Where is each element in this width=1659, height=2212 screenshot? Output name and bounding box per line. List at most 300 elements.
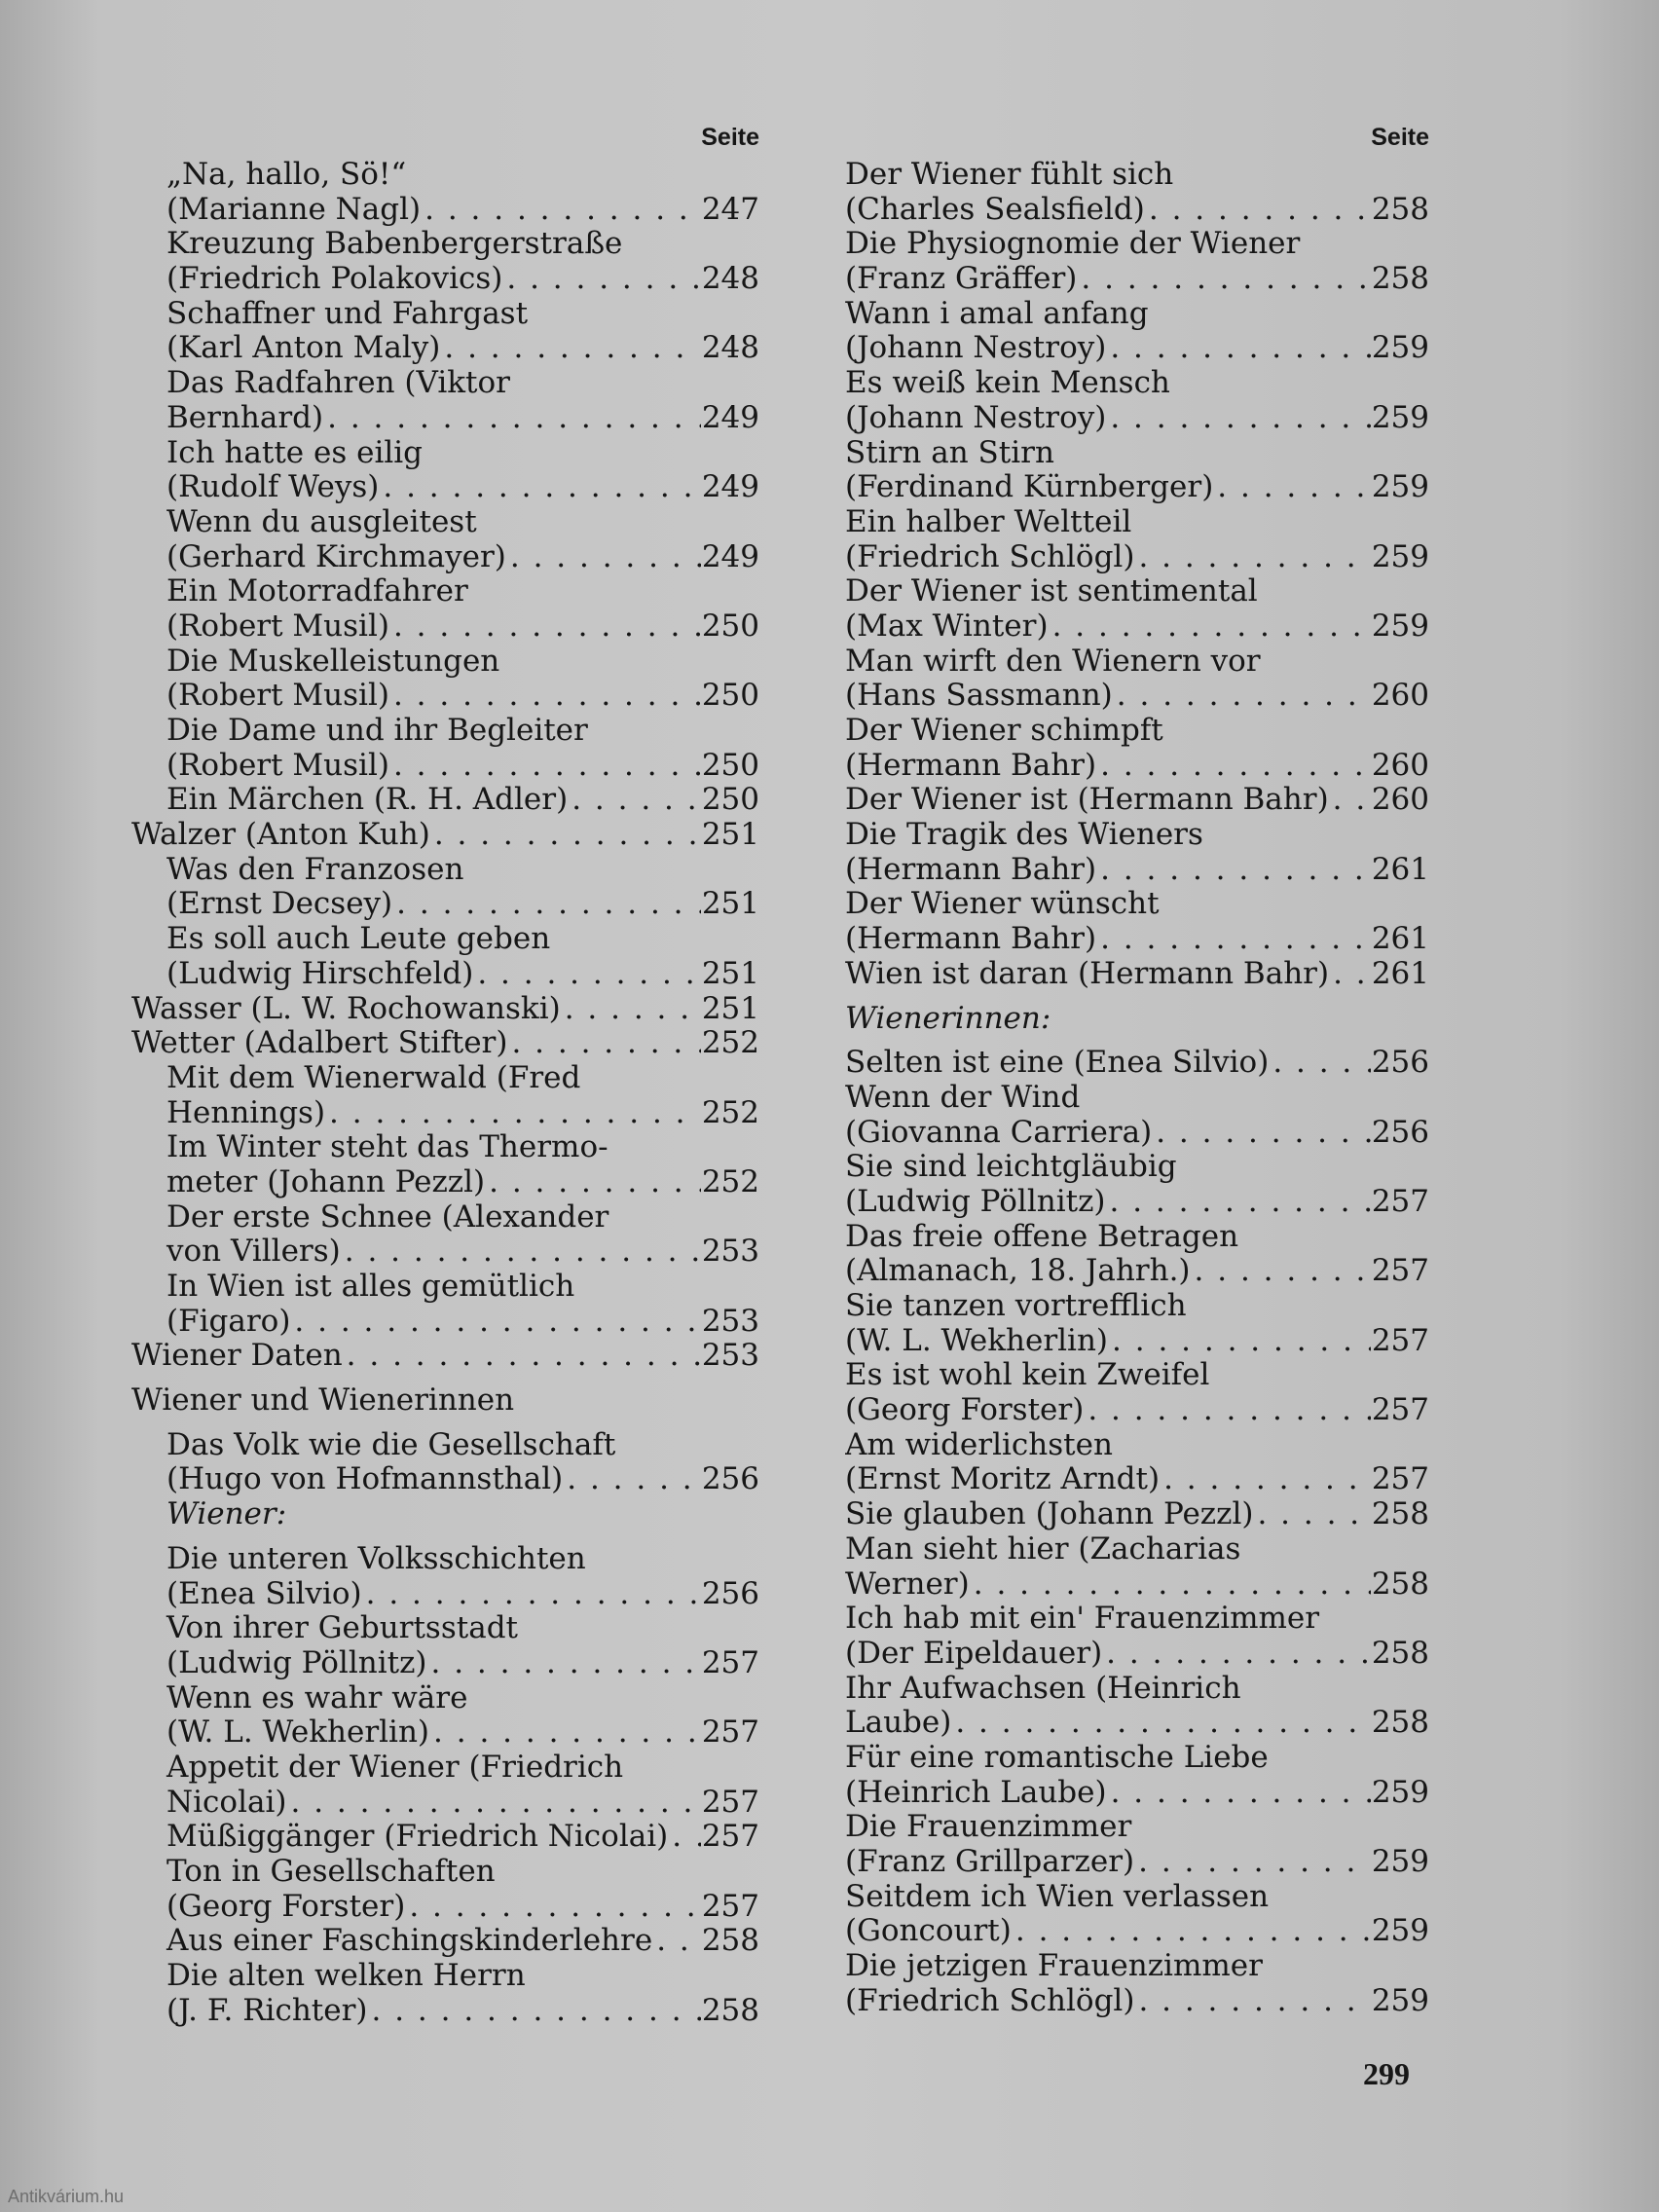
toc-entry — [845, 957, 1429, 992]
toc-entry — [131, 1924, 759, 1959]
dot-leader — [970, 1567, 1371, 1603]
toc-entry-page: 256 — [701, 1462, 759, 1497]
seite-header-left: Seite — [701, 124, 759, 151]
dot-leader — [1084, 1393, 1371, 1428]
toc-entry — [845, 1741, 1429, 1776]
toc-entry-title: Seitdem ich Wien verlassen — [845, 1879, 1270, 1914]
watermark: Antikvárium.hu — [8, 2187, 125, 2206]
toc-entry — [845, 193, 1429, 228]
toc-entry-page: 257 — [1371, 1462, 1429, 1497]
dot-leader — [1106, 331, 1371, 366]
toc-entry-title: (Gerhard Kirchmayer) — [166, 539, 506, 574]
toc-entry-page: 257 — [1371, 1323, 1429, 1358]
toc-entry-title: Im Winter steht das Thermo- — [166, 1130, 608, 1165]
toc-entry-title: (Marianne Nagl) — [166, 192, 422, 227]
toc-entry-title: (Robert Musil) — [166, 608, 389, 644]
toc-entry — [131, 331, 759, 366]
toc-entry-title: Man wirft den Wienern vor — [845, 644, 1261, 679]
dot-leader — [1102, 1637, 1371, 1672]
toc-entry — [131, 1200, 759, 1235]
toc-entry-page: 252 — [701, 1095, 759, 1130]
toc-entry — [131, 1339, 759, 1374]
toc-entry-page: 258 — [1371, 1706, 1429, 1741]
toc-entries-left — [131, 158, 759, 2028]
toc-entry — [131, 1130, 759, 1165]
dot-leader — [1077, 262, 1371, 297]
toc-entry-page: 259 — [1371, 1914, 1429, 1949]
toc-entry — [131, 505, 759, 540]
toc-entry-title: Wenn du ausgleitest — [166, 504, 477, 539]
toc-entry-title: Laube) — [845, 1706, 952, 1741]
toc-entry — [131, 714, 759, 749]
toc-entries-right — [845, 158, 1429, 2018]
toc-entry-page: 259 — [1371, 539, 1429, 574]
toc-entry-page: 257 — [701, 1889, 759, 1924]
toc-entry — [131, 366, 759, 401]
dot-leader — [563, 1462, 701, 1497]
toc-entry — [845, 331, 1429, 366]
toc-entry-page: 256 — [701, 1576, 759, 1611]
toc-entry-title: (Hermann Bahr) — [845, 922, 1097, 957]
toc-entry-title: (Der Eipeldauer) — [845, 1636, 1103, 1671]
toc-entry — [131, 1542, 759, 1577]
toc-entry — [845, 297, 1429, 332]
dot-leader — [325, 1096, 701, 1131]
dot-leader — [1160, 1462, 1371, 1497]
toc-entry — [131, 436, 759, 471]
toc-entry-title: Die alten welken Herrn — [166, 1959, 526, 1994]
toc-entry-page: 258 — [1371, 1567, 1429, 1602]
toc-entry-page: 247 — [701, 192, 759, 227]
toc-entry-title: Es soll auch Leute geben — [166, 922, 551, 957]
toc-entry-title: (Ludwig Hirschfeld) — [166, 956, 474, 991]
toc-entry-title: Sie sind leichtgläubig — [845, 1150, 1177, 1185]
dot-leader — [323, 401, 701, 436]
toc-entry — [845, 679, 1429, 714]
toc-entry-title: (Almanach, 18. Jahrh.) — [845, 1254, 1191, 1289]
toc-entry-title: Der Wiener wünscht — [845, 887, 1160, 922]
toc-entry-title: (Friedrich Schlögl) — [845, 539, 1135, 574]
dot-leader — [507, 1026, 701, 1061]
toc-entry-title: Hennings) — [166, 1095, 326, 1130]
toc-entry-title: Wien ist daran (Hermann Bahr) — [845, 956, 1330, 991]
toc-entry-title: (Johann Nestroy) — [845, 400, 1107, 435]
dot-leader — [1134, 540, 1371, 575]
toc-entry — [845, 1254, 1429, 1289]
toc-entry — [131, 1786, 759, 1821]
dot-leader — [405, 1890, 701, 1925]
toc-column-left — [131, 117, 759, 2028]
toc-entry-title: Am widerlichsten — [845, 1427, 1113, 1462]
dot-leader — [568, 783, 701, 818]
toc-entry — [131, 1235, 759, 1270]
toc-entry-page: 259 — [1371, 1845, 1429, 1879]
toc-entry-title: (Ferdinand Kürnberger) — [845, 470, 1214, 505]
toc-entry-title: (Charles Sealsfield) — [845, 192, 1145, 227]
toc-entry-title: Sie tanzen vortrefflich — [845, 1289, 1187, 1323]
toc-entry-title: Wenn es wahr wäre — [166, 1680, 468, 1715]
toc-entry-title: Aus einer Faschingskinderlehre — [166, 1924, 653, 1959]
toc-column-right — [845, 117, 1429, 2018]
toc-entry — [131, 1305, 759, 1340]
toc-entry-page: 258 — [1371, 262, 1429, 297]
toc-entry-page: 253 — [701, 1304, 759, 1339]
toc-entry-title: (Hans Sassmann) — [845, 679, 1113, 714]
toc-entry-title: (Hermann Bahr) — [845, 852, 1097, 887]
toc-entry — [845, 1358, 1429, 1393]
toc-entry-title: Ich hab mit ein' Frauenzimmer — [845, 1602, 1320, 1637]
toc-entry — [131, 1681, 759, 1716]
toc-entry — [131, 749, 759, 784]
toc-entry — [131, 1096, 759, 1131]
toc-entry — [845, 1532, 1429, 1567]
toc-entry-title: Kreuzung Babenbergerstraße — [166, 227, 623, 262]
toc-entry-title: Werner) — [845, 1567, 970, 1602]
toc-entry-title: Stirn an Stirn — [845, 435, 1054, 470]
toc-entry-title: (Enea Silvio) — [166, 1576, 362, 1611]
toc-entry — [131, 1994, 759, 2029]
toc-entry-page: 251 — [701, 956, 759, 991]
toc-entry-page: 260 — [1371, 679, 1429, 714]
toc-entry — [845, 1220, 1429, 1255]
dot-leader — [561, 992, 701, 1027]
toc-entry — [845, 1289, 1429, 1324]
dot-leader — [290, 1305, 701, 1340]
dot-leader — [368, 1994, 701, 2029]
toc-entry — [845, 1324, 1429, 1359]
toc-entry — [131, 1383, 759, 1419]
toc-entry — [845, 1984, 1429, 2019]
toc-entry — [845, 1672, 1429, 1707]
dot-leader — [473, 957, 701, 992]
toc-entry-page: 251 — [701, 887, 759, 922]
toc-entry-title: (Goncourt) — [845, 1914, 1012, 1949]
toc-entry-title: Wiener und Wienerinnen — [131, 1383, 515, 1419]
toc-entry-title: (Hugo von Hofmannsthal) — [166, 1462, 564, 1497]
toc-entry-page: 252 — [701, 1026, 759, 1061]
toc-entry — [845, 1567, 1429, 1603]
toc-entry-page: 251 — [701, 818, 759, 853]
toc-entry-page: 260 — [1371, 748, 1429, 783]
toc-entry — [845, 470, 1429, 505]
toc-entry — [845, 401, 1429, 436]
dot-leader — [1269, 1046, 1371, 1081]
toc-entry-title: Mit dem Wienerwald (Fred — [166, 1060, 581, 1095]
page-number: 299 — [1363, 2056, 1410, 2091]
toc-entry-title: (Giovanna Carriera) — [845, 1115, 1153, 1150]
toc-entry-page: 259 — [1371, 1983, 1429, 2018]
toc-entry — [845, 1706, 1429, 1741]
toc-entry — [845, 645, 1429, 680]
dot-leader — [341, 1235, 701, 1270]
toc-entry — [131, 1428, 759, 1463]
toc-entry — [131, 1577, 759, 1612]
toc-entry — [845, 818, 1429, 853]
toc-entry-title: Es ist wohl kein Zweifel — [845, 1358, 1210, 1393]
toc-entry — [845, 540, 1429, 575]
toc-entry-page: 261 — [1371, 922, 1429, 957]
toc-entry-title: Wiener Daten — [131, 1339, 343, 1374]
toc-entry-page: 259 — [1371, 331, 1429, 366]
dot-leader — [1049, 609, 1371, 645]
toc-entry-page: 259 — [1371, 608, 1429, 644]
toc-entry-page: 257 — [1371, 1184, 1429, 1219]
dot-leader — [506, 540, 701, 575]
seite-header-right: Seite — [1371, 124, 1429, 151]
toc-entry-page: 250 — [701, 783, 759, 818]
toc-entry-title: Ein halber Weltteil — [845, 504, 1132, 539]
toc-entry — [845, 1462, 1429, 1497]
toc-entry — [131, 574, 759, 609]
toc-entry — [131, 193, 759, 228]
toc-entry-title: von Villers) — [166, 1235, 341, 1270]
toc-entry — [131, 887, 759, 922]
toc-entry-title: Die Frauenzimmer — [845, 1810, 1132, 1845]
toc-entry-title: (Friedrich Polakovics) — [166, 262, 503, 297]
toc-entry-title: Der erste Schnee (Alexander — [166, 1199, 609, 1235]
toc-entry-page: 258 — [701, 1924, 759, 1959]
toc-entry-page: 251 — [701, 991, 759, 1026]
toc-entry-page: 259 — [1371, 1775, 1429, 1810]
dot-leader — [362, 1577, 701, 1612]
toc-entry — [845, 1776, 1429, 1811]
toc-entry — [845, 1810, 1429, 1845]
toc-entry-title: Appetit der Wiener (Friedrich — [166, 1750, 624, 1785]
dot-leader — [1134, 1845, 1371, 1880]
dot-leader — [1096, 853, 1371, 888]
toc-entry-title: Wienerinnen: — [845, 1001, 1051, 1036]
toc-entry-title: Selten ist eine (Enea Silvio) — [845, 1046, 1270, 1081]
toc-entry — [131, 679, 759, 714]
toc-entry — [131, 1855, 759, 1890]
toc-entry-page: 257 — [701, 1785, 759, 1820]
toc-entry-page: 256 — [1371, 1046, 1429, 1081]
toc-entry-title: Wasser (L. W. Rochowanski) — [131, 991, 561, 1026]
dot-leader — [1106, 401, 1371, 436]
toc-entry-page: 257 — [701, 1715, 759, 1751]
dot-leader — [389, 609, 701, 645]
toc-entry — [845, 783, 1429, 818]
dot-leader — [652, 1924, 701, 1959]
toc-entry-title: (Ludwig Pöllnitz) — [166, 1645, 427, 1680]
toc-entry-title: Die Muskelleistungen — [166, 644, 500, 679]
toc-entry-title: Wenn der Wind — [845, 1080, 1081, 1115]
toc-entry-title: Wann i amal anfang — [845, 296, 1149, 331]
dot-leader — [1096, 749, 1371, 784]
toc-entry — [845, 609, 1429, 645]
toc-entry-page: 260 — [1371, 783, 1429, 818]
toc-entry — [845, 1880, 1429, 1915]
toc-entry-title: Man sieht hier (Zacharias — [845, 1531, 1241, 1567]
toc-entry — [845, 1081, 1429, 1116]
dot-leader — [440, 331, 701, 366]
toc-entry-title: (Friedrich Schlögl) — [845, 1983, 1135, 2018]
dot-leader — [1191, 1254, 1371, 1289]
toc-entry-title: „Na, hallo, Sö!“ — [166, 158, 407, 192]
toc-entry-page: 261 — [1371, 956, 1429, 991]
dot-leader — [430, 818, 701, 853]
toc-entry-title: Das freie offene Betragen — [845, 1219, 1239, 1254]
dot-leader — [1134, 1984, 1371, 2019]
toc-entry — [845, 505, 1429, 540]
toc-entry — [845, 887, 1429, 922]
toc-entry — [131, 783, 759, 818]
toc-entry — [131, 1959, 759, 1994]
toc-entry-page: 258 — [1371, 1636, 1429, 1671]
toc-entry-title: (Max Winter) — [845, 608, 1049, 644]
toc-entry-page: 249 — [701, 400, 759, 435]
toc-entry-page: 249 — [701, 470, 759, 505]
toc-entry-page: 259 — [1371, 470, 1429, 505]
toc-entry-page: 250 — [701, 608, 759, 644]
dot-leader — [1106, 1185, 1372, 1220]
toc-entry-title: (Rudolf Weys) — [166, 470, 380, 505]
toc-entry-title: Das Radfahren (Viktor — [166, 366, 510, 401]
toc-entry-page: 250 — [701, 679, 759, 714]
toc-entry-title: (Georg Forster) — [845, 1393, 1085, 1428]
dot-leader — [427, 1646, 702, 1681]
dot-leader — [1113, 679, 1371, 714]
toc-entry-title: Bernhard) — [166, 400, 324, 435]
dot-leader — [1329, 783, 1371, 818]
toc-entry — [845, 1602, 1429, 1637]
toc-entry-title: Die jetzigen Frauenzimmer — [845, 1949, 1263, 1984]
toc-entry-page: 257 — [1371, 1254, 1429, 1289]
toc-entry — [845, 1949, 1429, 1984]
toc-entry — [845, 1637, 1429, 1672]
dot-leader — [1012, 1914, 1371, 1949]
toc-entry — [845, 1116, 1429, 1151]
toc-entry-title: Der Wiener schimpft — [845, 714, 1163, 748]
toc-entry — [131, 1751, 759, 1786]
toc-entry — [131, 401, 759, 436]
dot-leader — [286, 1786, 701, 1821]
toc-entry — [131, 1715, 759, 1751]
toc-entry-page: 257 — [701, 1820, 759, 1855]
toc-entry-title: (Ludwig Pöllnitz) — [845, 1184, 1106, 1219]
dot-leader — [1213, 470, 1371, 505]
toc-entry — [131, 297, 759, 332]
toc-entry-title: Müßiggänger (Friedrich Nicolai) — [166, 1820, 669, 1855]
toc-entry — [131, 1646, 759, 1681]
toc-entry-page: 253 — [701, 1339, 759, 1374]
toc-entry-title: (Robert Musil) — [166, 748, 389, 783]
toc-entry — [845, 262, 1429, 297]
toc-entry — [131, 818, 759, 853]
toc-entry-title: (Ernst Moritz Arndt) — [845, 1462, 1161, 1497]
dot-leader — [429, 1715, 701, 1751]
toc-entry-page: 259 — [1371, 400, 1429, 435]
toc-entry — [131, 1611, 759, 1646]
toc-entry-page: 253 — [701, 1235, 759, 1270]
toc-entry-page: 256 — [1371, 1115, 1429, 1150]
toc-entry — [845, 1046, 1429, 1081]
toc-entry-title: Wetter (Adalbert Stifter) — [131, 1026, 508, 1061]
toc-entry — [845, 1428, 1429, 1463]
toc-entry — [131, 470, 759, 505]
toc-entry-title: (Ernst Decsey) — [166, 887, 393, 922]
toc-entry-title: (Hermann Bahr) — [845, 748, 1097, 783]
toc-entry-title: Ton in Gesellschaften — [166, 1855, 496, 1889]
dot-leader — [343, 1339, 701, 1374]
toc-entry-page: 258 — [1371, 192, 1429, 227]
toc-entry-title: Ich hatte es eilig — [166, 435, 424, 470]
toc-entry-page: 248 — [701, 331, 759, 366]
toc-entry — [845, 922, 1429, 957]
toc-entry-page: 257 — [701, 1645, 759, 1680]
toc-entry — [131, 645, 759, 680]
toc-entry — [845, 1150, 1429, 1185]
toc-entry — [131, 1061, 759, 1096]
toc-entry-title: Ein Motorradfahrer — [166, 574, 468, 609]
toc-entry — [131, 262, 759, 297]
toc-entry-title: Ein Märchen (R. H. Adler) — [166, 783, 569, 818]
toc-entry-title: (W. L. Wekherlin) — [166, 1715, 430, 1751]
toc-entry — [131, 992, 759, 1027]
dot-leader — [502, 262, 701, 297]
toc-entry — [845, 574, 1429, 609]
dot-leader — [1329, 957, 1371, 992]
toc-entry-page: 248 — [701, 262, 759, 297]
toc-entry — [845, 1393, 1429, 1428]
toc-entry-title: Sie glauben (Johann Pezzl) — [845, 1497, 1254, 1532]
toc-entry-title: (Heinrich Laube) — [845, 1775, 1107, 1810]
toc-entry — [131, 1165, 759, 1200]
toc-entry-title: Von ihrer Geburtsstadt — [166, 1611, 518, 1646]
toc-entry-title: Ihr Aufwachsen (Heinrich — [845, 1671, 1241, 1706]
toc-entry-title: Schaffner und Fahrgast — [166, 296, 529, 331]
toc-entry — [131, 1270, 759, 1305]
toc-entry-page: 261 — [1371, 852, 1429, 887]
toc-entry-title: Walzer (Anton Kuh) — [131, 818, 430, 853]
toc-entry-page: 252 — [701, 1164, 759, 1199]
toc-entry — [131, 1890, 759, 1925]
toc-entry — [845, 1497, 1429, 1532]
toc-entry — [131, 158, 759, 193]
toc-entry — [845, 749, 1429, 784]
toc-entry — [845, 714, 1429, 749]
toc-entry-title: (Karl Anton Maly) — [166, 331, 441, 366]
toc-entry-title: meter (Johann Pezzl) — [166, 1164, 486, 1199]
toc-entry-title: Der Wiener ist sentimental — [845, 574, 1258, 609]
toc-entry-title: Es weiß kein Mensch — [845, 366, 1170, 401]
toc-entry — [131, 922, 759, 957]
toc-entry-title: Für eine romantische Liebe — [845, 1740, 1269, 1775]
toc-entry-title: Die unteren Volksschichten — [166, 1541, 586, 1576]
dot-leader — [485, 1165, 701, 1200]
toc-entry — [131, 1026, 759, 1061]
toc-entry-page: 258 — [701, 1993, 759, 2028]
toc-entry-title: Nicolai) — [166, 1785, 287, 1820]
toc-entry — [131, 1820, 759, 1855]
toc-entry — [131, 957, 759, 992]
toc-entry-title: (Robert Musil) — [166, 679, 389, 714]
toc-entry-title: (Georg Forster) — [166, 1889, 406, 1924]
toc-entry-page: 250 — [701, 748, 759, 783]
dot-leader — [389, 679, 701, 714]
toc-entry-title: Die Dame und ihr Begleiter — [166, 714, 588, 748]
toc-entry-title: Das Volk wie die Gesellschaft — [166, 1427, 616, 1462]
toc-entry — [845, 227, 1429, 262]
toc-entry-title: (Franz Gräffer) — [845, 262, 1078, 297]
toc-entry — [845, 158, 1429, 193]
toc-entry — [131, 540, 759, 575]
dot-leader — [389, 749, 701, 784]
toc-entry — [845, 1845, 1429, 1880]
toc-entry-title: (W. L. Wekherlin) — [845, 1323, 1109, 1358]
toc-entry-title: (Figaro) — [166, 1304, 291, 1339]
toc-entry — [845, 1002, 1429, 1037]
